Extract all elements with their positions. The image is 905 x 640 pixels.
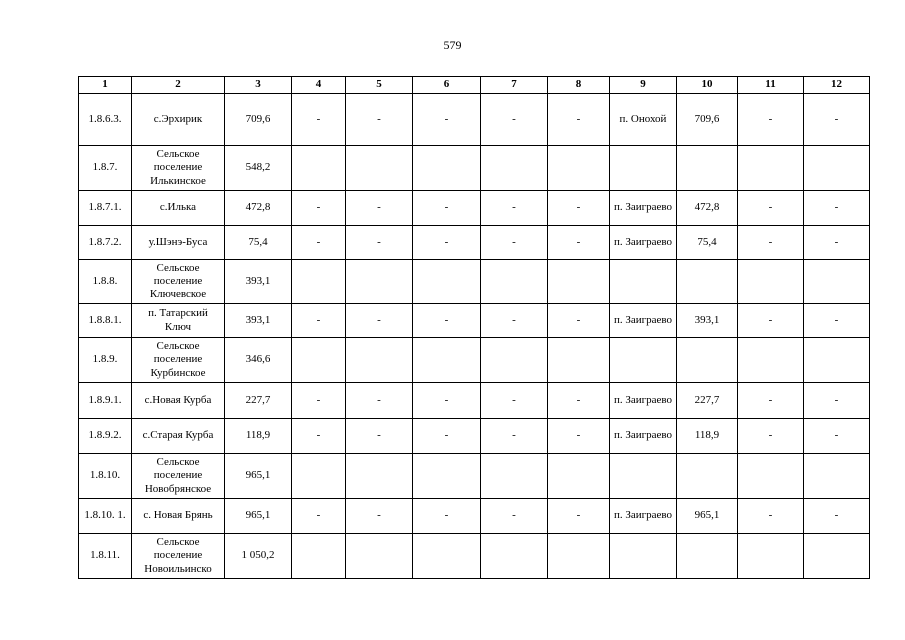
table-cell-col-9 bbox=[610, 338, 677, 383]
table-cell-col-1: 1.8.8. bbox=[79, 260, 132, 304]
table-cell-col-4: - bbox=[292, 499, 346, 534]
table-cell-col-9: п. Онохой bbox=[610, 94, 677, 146]
table-cell-col-10 bbox=[677, 146, 738, 191]
table-cell-col-10 bbox=[677, 260, 738, 304]
table-cell-col-8: - bbox=[548, 383, 610, 419]
table-cell-col-7: - bbox=[481, 226, 548, 260]
table-cell-col-3: 393,1 bbox=[225, 260, 292, 304]
table-cell-col-9: п. Заиграево bbox=[610, 419, 677, 454]
table-cell-col-4: - bbox=[292, 94, 346, 146]
column-header-6: 6 bbox=[413, 77, 481, 94]
table-cell-col-7: - bbox=[481, 499, 548, 534]
table-cell-col-12: - bbox=[804, 383, 870, 419]
table-cell-col-9: п. Заиграево bbox=[610, 191, 677, 226]
table-cell-col-8 bbox=[548, 146, 610, 191]
table-cell-col-11 bbox=[738, 338, 804, 383]
table-cell-col-10: 472,8 bbox=[677, 191, 738, 226]
table-row bbox=[79, 260, 870, 304]
table-cell-col-11: - bbox=[738, 499, 804, 534]
table-cell-col-11 bbox=[738, 534, 804, 579]
table-cell-col-3: 709,6 bbox=[225, 94, 292, 146]
table-cell-col-6 bbox=[413, 338, 481, 383]
table-cell-col-4: - bbox=[292, 226, 346, 260]
table-cell-col-5 bbox=[346, 534, 413, 579]
table-cell-col-1: 1.8.10. 1. bbox=[79, 499, 132, 534]
table-cell-col-11: - bbox=[738, 94, 804, 146]
table-cell-col-4 bbox=[292, 260, 346, 304]
table-cell-col-12: - bbox=[804, 304, 870, 338]
table-cell-col-12: - bbox=[804, 419, 870, 454]
table-cell-col-2: у.Шэнэ-Буса bbox=[132, 226, 225, 260]
table-cell-col-7: - bbox=[481, 304, 548, 338]
column-header-11: 11 bbox=[738, 77, 804, 94]
table-row bbox=[79, 226, 870, 260]
table-cell-col-3: 118,9 bbox=[225, 419, 292, 454]
table-cell-col-9: п. Заиграево bbox=[610, 499, 677, 534]
table-cell-col-3: 472,8 bbox=[225, 191, 292, 226]
table-cell-col-2: с.Илька bbox=[132, 191, 225, 226]
column-header-3: 3 bbox=[225, 77, 292, 94]
table-cell-col-2: п. Татарский Ключ bbox=[132, 304, 225, 338]
table-cell-col-5 bbox=[346, 338, 413, 383]
table-cell-col-5: - bbox=[346, 191, 413, 226]
table-cell-col-5 bbox=[346, 454, 413, 499]
table-cell-col-4 bbox=[292, 454, 346, 499]
table-row bbox=[79, 383, 870, 419]
table-cell-col-9: п. Заиграево bbox=[610, 226, 677, 260]
table-cell-col-5 bbox=[346, 146, 413, 191]
table-cell-col-4: - bbox=[292, 304, 346, 338]
table-cell-col-12: - bbox=[804, 499, 870, 534]
table-cell-col-3: 1 050,2 bbox=[225, 534, 292, 579]
table-cell-col-8: - bbox=[548, 499, 610, 534]
table-cell-col-3: 965,1 bbox=[225, 454, 292, 499]
table-cell-col-8 bbox=[548, 454, 610, 499]
table-cell-col-7: - bbox=[481, 383, 548, 419]
table-cell-col-7 bbox=[481, 338, 548, 383]
table-cell-col-11: - bbox=[738, 383, 804, 419]
table-row bbox=[79, 94, 870, 146]
table-cell-col-8: - bbox=[548, 226, 610, 260]
table-cell-col-2: Сельское поселение Ключевское bbox=[132, 260, 225, 304]
table-cell-col-6: - bbox=[413, 383, 481, 419]
table-cell-col-9: п. Заиграево bbox=[610, 383, 677, 419]
table-cell-col-3: 227,7 bbox=[225, 383, 292, 419]
table-cell-col-7 bbox=[481, 146, 548, 191]
table-row bbox=[79, 534, 870, 579]
table-cell-col-7: - bbox=[481, 419, 548, 454]
table-cell-col-12 bbox=[804, 338, 870, 383]
table-cell-col-1: 1.8.7.1. bbox=[79, 191, 132, 226]
table-cell-col-8: - bbox=[548, 94, 610, 146]
table-cell-col-8 bbox=[548, 338, 610, 383]
table-cell-col-1: 1.8.8.1. bbox=[79, 304, 132, 338]
table-cell-col-11: - bbox=[738, 226, 804, 260]
table-cell-col-12 bbox=[804, 534, 870, 579]
table-cell-col-3: 548,2 bbox=[225, 146, 292, 191]
table-cell-col-6 bbox=[413, 454, 481, 499]
table-cell-col-6: - bbox=[413, 191, 481, 226]
table-cell-col-10 bbox=[677, 338, 738, 383]
table-row bbox=[79, 499, 870, 534]
table-cell-col-2: с.Новая Курба bbox=[132, 383, 225, 419]
table-cell-col-7: - bbox=[481, 191, 548, 226]
table-cell-col-6: - bbox=[413, 304, 481, 338]
column-header-12: 12 bbox=[804, 77, 870, 94]
column-header-10: 10 bbox=[677, 77, 738, 94]
header-row bbox=[79, 77, 870, 94]
table-cell-col-3: 75,4 bbox=[225, 226, 292, 260]
data-table bbox=[78, 76, 870, 579]
table-cell-col-4: - bbox=[292, 419, 346, 454]
table-cell-col-8 bbox=[548, 534, 610, 579]
table-cell-col-6 bbox=[413, 534, 481, 579]
table-row bbox=[79, 454, 870, 499]
table-cell-col-4: - bbox=[292, 383, 346, 419]
column-header-5: 5 bbox=[346, 77, 413, 94]
table-cell-col-11 bbox=[738, 146, 804, 191]
table-cell-col-11: - bbox=[738, 191, 804, 226]
table-cell-col-5: - bbox=[346, 499, 413, 534]
table-cell-col-11: - bbox=[738, 304, 804, 338]
table-cell-col-5: - bbox=[346, 226, 413, 260]
table-cell-col-2: с. Новая Брянь bbox=[132, 499, 225, 534]
table-cell-col-9 bbox=[610, 260, 677, 304]
table-cell-col-10 bbox=[677, 534, 738, 579]
table-cell-col-1: 1.8.6.3. bbox=[79, 94, 132, 146]
table-row bbox=[79, 304, 870, 338]
table-cell-col-8: - bbox=[548, 191, 610, 226]
table-cell-col-9 bbox=[610, 454, 677, 499]
table-cell-col-2: с.Эрхирик bbox=[132, 94, 225, 146]
table-cell-col-11: - bbox=[738, 419, 804, 454]
page-number: 579 bbox=[443, 38, 462, 52]
table-cell-col-5: - bbox=[346, 383, 413, 419]
table-cell-col-6: - bbox=[413, 499, 481, 534]
table-row bbox=[79, 191, 870, 226]
table-cell-col-2: Сельское поселение Илькинское bbox=[132, 146, 225, 191]
table-cell-col-9: п. Заиграево bbox=[610, 304, 677, 338]
table-cell-col-2: Сельское поселение Новобрянское bbox=[132, 454, 225, 499]
table-cell-col-4 bbox=[292, 146, 346, 191]
table-cell-col-6: - bbox=[413, 94, 481, 146]
table-cell-col-7 bbox=[481, 534, 548, 579]
table-row bbox=[79, 419, 870, 454]
table-cell-col-10: 118,9 bbox=[677, 419, 738, 454]
table-cell-col-3: 393,1 bbox=[225, 304, 292, 338]
column-header-2: 2 bbox=[132, 77, 225, 94]
column-header-1: 1 bbox=[79, 77, 132, 94]
table-cell-col-1: 1.8.7. bbox=[79, 146, 132, 191]
column-header-4: 4 bbox=[292, 77, 346, 94]
table-cell-col-1: 1.8.10. bbox=[79, 454, 132, 499]
table-cell-col-5 bbox=[346, 260, 413, 304]
table-cell-col-12 bbox=[804, 260, 870, 304]
table-cell-col-5: - bbox=[346, 304, 413, 338]
table-cell-col-7: - bbox=[481, 94, 548, 146]
table-cell-col-12: - bbox=[804, 191, 870, 226]
table-cell-col-1: 1.8.7.2. bbox=[79, 226, 132, 260]
table-cell-col-7 bbox=[481, 454, 548, 499]
table-cell-col-8 bbox=[548, 260, 610, 304]
table-cell-col-11 bbox=[738, 260, 804, 304]
table-cell-col-6: - bbox=[413, 419, 481, 454]
table-cell-col-2: с.Старая Курба bbox=[132, 419, 225, 454]
table-body bbox=[79, 94, 870, 579]
column-header-8: 8 bbox=[548, 77, 610, 94]
table-cell-col-6 bbox=[413, 260, 481, 304]
table-cell-col-2: Сельское поселение Курбинское bbox=[132, 338, 225, 383]
table-cell-col-12 bbox=[804, 146, 870, 191]
table-cell-col-3: 965,1 bbox=[225, 499, 292, 534]
table-row bbox=[79, 146, 870, 191]
table-cell-col-1: 1.8.9. bbox=[79, 338, 132, 383]
table-cell-col-10: 393,1 bbox=[677, 304, 738, 338]
table-cell-col-10: 709,6 bbox=[677, 94, 738, 146]
table-cell-col-11 bbox=[738, 454, 804, 499]
table-cell-col-8: - bbox=[548, 304, 610, 338]
table-cell-col-10: 227,7 bbox=[677, 383, 738, 419]
table-cell-col-10: 965,1 bbox=[677, 499, 738, 534]
table-cell-col-4 bbox=[292, 338, 346, 383]
table-cell-col-1: 1.8.9.1. bbox=[79, 383, 132, 419]
table-cell-col-1: 1.8.9.2. bbox=[79, 419, 132, 454]
table-cell-col-7 bbox=[481, 260, 548, 304]
table-cell-col-2: Сельское поселение Новоильинско bbox=[132, 534, 225, 579]
table-cell-col-12: - bbox=[804, 226, 870, 260]
table-row bbox=[79, 338, 870, 383]
table-cell-col-6 bbox=[413, 146, 481, 191]
table-cell-col-8: - bbox=[548, 419, 610, 454]
table-cell-col-4 bbox=[292, 534, 346, 579]
column-header-7: 7 bbox=[481, 77, 548, 94]
table-cell-col-5: - bbox=[346, 94, 413, 146]
table-cell-col-1: 1.8.11. bbox=[79, 534, 132, 579]
table-cell-col-3: 346,6 bbox=[225, 338, 292, 383]
table-cell-col-12 bbox=[804, 454, 870, 499]
table-cell-col-4: - bbox=[292, 191, 346, 226]
table-cell-col-9 bbox=[610, 534, 677, 579]
table-cell-col-5: - bbox=[346, 419, 413, 454]
table-cell-col-10: 75,4 bbox=[677, 226, 738, 260]
table-cell-col-12: - bbox=[804, 94, 870, 146]
column-header-9: 9 bbox=[610, 77, 677, 94]
table-cell-col-6: - bbox=[413, 226, 481, 260]
table-cell-col-9 bbox=[610, 146, 677, 191]
table-cell-col-10 bbox=[677, 454, 738, 499]
